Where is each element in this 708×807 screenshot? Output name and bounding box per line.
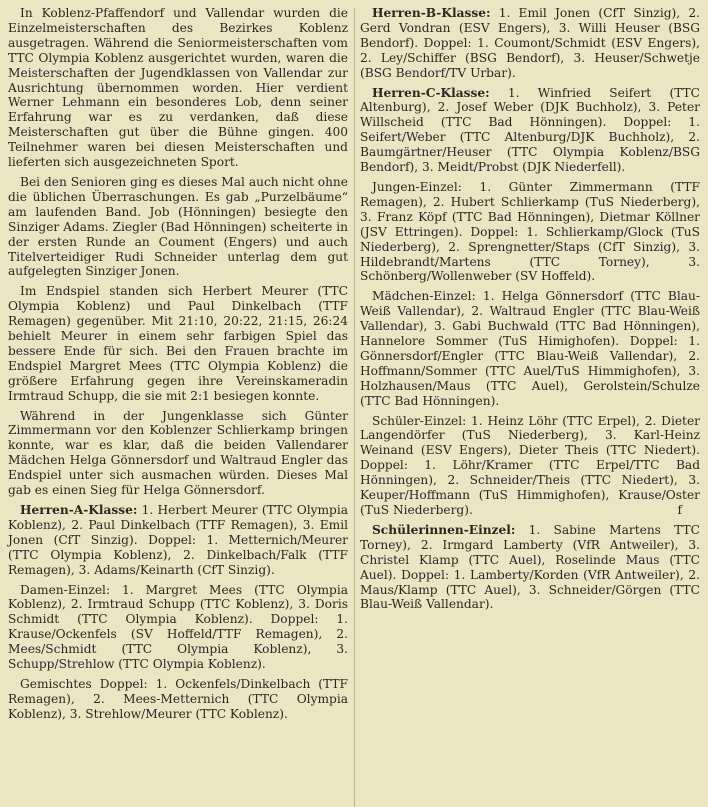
damen-results: Damen-Einzel: 1. Margret Mees (TTC Olympia Koblenz), 2. Irmtraud Schupp (TTC Koblenz), 3. Doris Schmidt (TTC Olympia Koblenz). Doppel: 1. Krause/Ockenfels (SV Hoffeld/TTF Remagen), 2. Mees/Schmidt (TTC Olympia Koblenz), 3. Schupp/Strehlow (TTC Olympia Koblenz).	[8, 582, 348, 672]
herren-a-text: 1. Herbert Meurer (TTC Olympia Koblenz), 2. Paul Dinkelbach (TTF Remagen), 3. Emil Jonen (CfT Sinzig). Doppel: 1. Metternich/Meurer (TTC Olympia Koblenz), 2. Dinkelbach/Falk (TTF Remagen), 3. Adams/Keinarth (CfT Sinzig).	[8, 503, 349, 577]
schuelerinnen-results	[360, 523, 700, 612]
herren-b-heading: Herren-B-Klasse:	[372, 6, 491, 20]
herren-c-text: 1. Winfried Seifert (TTC Altenburg), 2. Josef Weber (DJK Buchholz), 3. Peter Willscheid (TTC Bad Hönningen). Doppel: 1. Seifert/Weber (TTC Altenburg/DJK Buchholz), 2. Baumgärtner/Heuser (TTC Olympia Koblenz/BSG Bendorf), 3. Meidt/Probst (DJK Niederfell).	[360, 85, 701, 175]
schuelerinnen-text: 1. Sabine Martens TTC Torney), 2. Irmgard Lamberty (VfR Antweiler), 3. Christel Klamp (TTC Auel), Roselinde Maus (TTC Auel). Doppel: 1. Lamberty/Korden (VfR Antweiler), 2. Maus/Klamp (TTC Auel), 3. Schneider/Görgen (TTC Blau-Weiß Vallendar).	[360, 522, 700, 612]
seniors-paragraph: Bei den Senioren ging es dieses Mal auch nicht ohne die üblichen Überraschungen. Es gab „Purzelbäume“ am laufenden Band. Job (Hönningen) besiegte den Sinziger Adams. Ziegler (Bad Hönningen) scheiterte in der ersten Runde an Coument (Engers) und auch Titelverteidiger Rudi Schneider unterlag dem gut aufgelegten Sinziger Jonen.	[8, 174, 349, 279]
herren-c-results	[360, 86, 700, 175]
herren-b-results	[360, 6, 700, 81]
herren-a-results	[8, 503, 348, 578]
intro-paragraph: In Koblenz-Pfaffendorf und Vallendar wurden die Einzelmeisterschaften des Bezirkes Koblenz ausgetragen. Während die Seniormeisterschaften vom TTC Olympia Koblenz ausgerichtet wurden, waren die Meisterschaften der Jugendklassen von Vallendar zur Ausrichtung übernommen worden. Hier verdient Werner Lehmann ein besonderes Lob, denn seiner Erfahrung war es zu verdanken, daß diese Meisterschaften gut über die Bühne gingen. 400 Teilnehmer waren bei diesen Meisterschaften und lieferten sich ausgezeichneten Sport.	[8, 6, 348, 170]
right-column	[360, 6, 700, 807]
author-mark: f	[677, 503, 682, 517]
herren-b-text: 1. Emil Jonen (CfT Sinzig), 2. Gerd Vondran (ESV Engers), 3. Willi Heuser (BSG Bendorf). Doppel: 1. Coumont/Schmidt (ESV Engers), 2. Ley/Schiffer (BSG Bendorf), 3. Heuser/Schwetje (BSG Bendorf/TV Urbar).	[360, 6, 701, 80]
left-column	[8, 6, 348, 807]
schuelerinnen-heading: Schülerinnen-Einzel:	[372, 522, 516, 537]
schueler-results	[360, 414, 700, 518]
jungen-results: Jungen-Einzel: 1. Günter Zimmermann (TTF Remagen), 2. Hubert Schlierkamp (TuS Niederberg), 3. Franz Köpf (TTC Bad Hönningen), Dietmar Köllner (JSV Ettringen). Doppel: 1. Schlierkamp/Glock (TuS Niederberg), 2. Sprengnetter/Staps (CfT Sinzig), 3. Hildebrandt/Martens (TTC Torney), 3. Schönberg/Wollenweber (SV Hoffeld).	[360, 179, 700, 284]
youth-paragraph: Während in der Jungenklasse sich Günter Zimmermann vor den Koblenzer Schlierkamp bringen konnte, war es klar, daß die beiden Vallendarer Mädchen Helga Gönnersdorf und Waltraud Engler das Endspiel unter sich ausmachen würden. Dieses Mal gab es einen Sieg für Helga Gönnersdorf.	[8, 408, 348, 498]
column-divider	[354, 8, 355, 807]
maedchen-results: Mädchen-Einzel: 1. Helga Gönnersdorf (TTC Blau-Weiß Vallendar), 2. Waltraud Engler (TTC Blau-Weiß Vallendar), 3. Gabi Buchwald (TTC Bad Hönningen), Hannelore Sommer (TuS Himighofen). Doppel: 1. Gönnersdorf/Engler (TTC Blau-Weiß Vallendar), 2. Hoffmann/Sommer (TTC Auel/TuS Himmighofen), 3. Holzhausen/Maus (TTC Auel), Gerolstein/Schulze (TTC Bad Hönningen).	[360, 289, 700, 408]
herren-a-heading: Herren-A-Klasse:	[20, 503, 138, 517]
herren-c-heading: Herren-C-Klasse:	[372, 85, 490, 100]
schueler-text: Schüler-Einzel: 1. Heinz Löhr (TTC Erpel), 2. Dieter Langendörfer (TuS Niederberg), 3. Karl-Heinz Weinand (ESV Engers), Dieter Theis (TTC Niedert). Doppel: 1. Löhr/Kramer (TTC Erpel/TTC Bad Hönningen), 2. Schneider/Theis (TTC Niedert), 3. Keuper/Hoffmann (TuS Himmighofen), Krause/Oster (TuS Niederberg).	[360, 413, 700, 517]
final-paragraph: Im Endspiel standen sich Herbert Meurer (TTC Olympia Koblenz) und Paul Dinkelbach (TTF Remagen) gegenüber. Mit 21:10, 20:22, 21:15, 26:24 behielt Meurer in einem sehr farbigen Spiel das bessere Ende für sich. Bei den Frauen brachte im Endspiel Margret Mees (TTC Olympia Koblenz) die größere Erfahrung gegen ihre Vereinskameradin Irmtraud Schupp, die sie mit 2:1 besiegen konnte.	[8, 284, 348, 403]
mixed-results: Gemischtes Doppel: 1. Ockenfels/Dinkelbach (TTF Remagen), 2. Mees-Metternich (TTC Olympia Koblenz), 3. Strehlow/Meurer (TTC Koblenz).	[8, 676, 348, 721]
